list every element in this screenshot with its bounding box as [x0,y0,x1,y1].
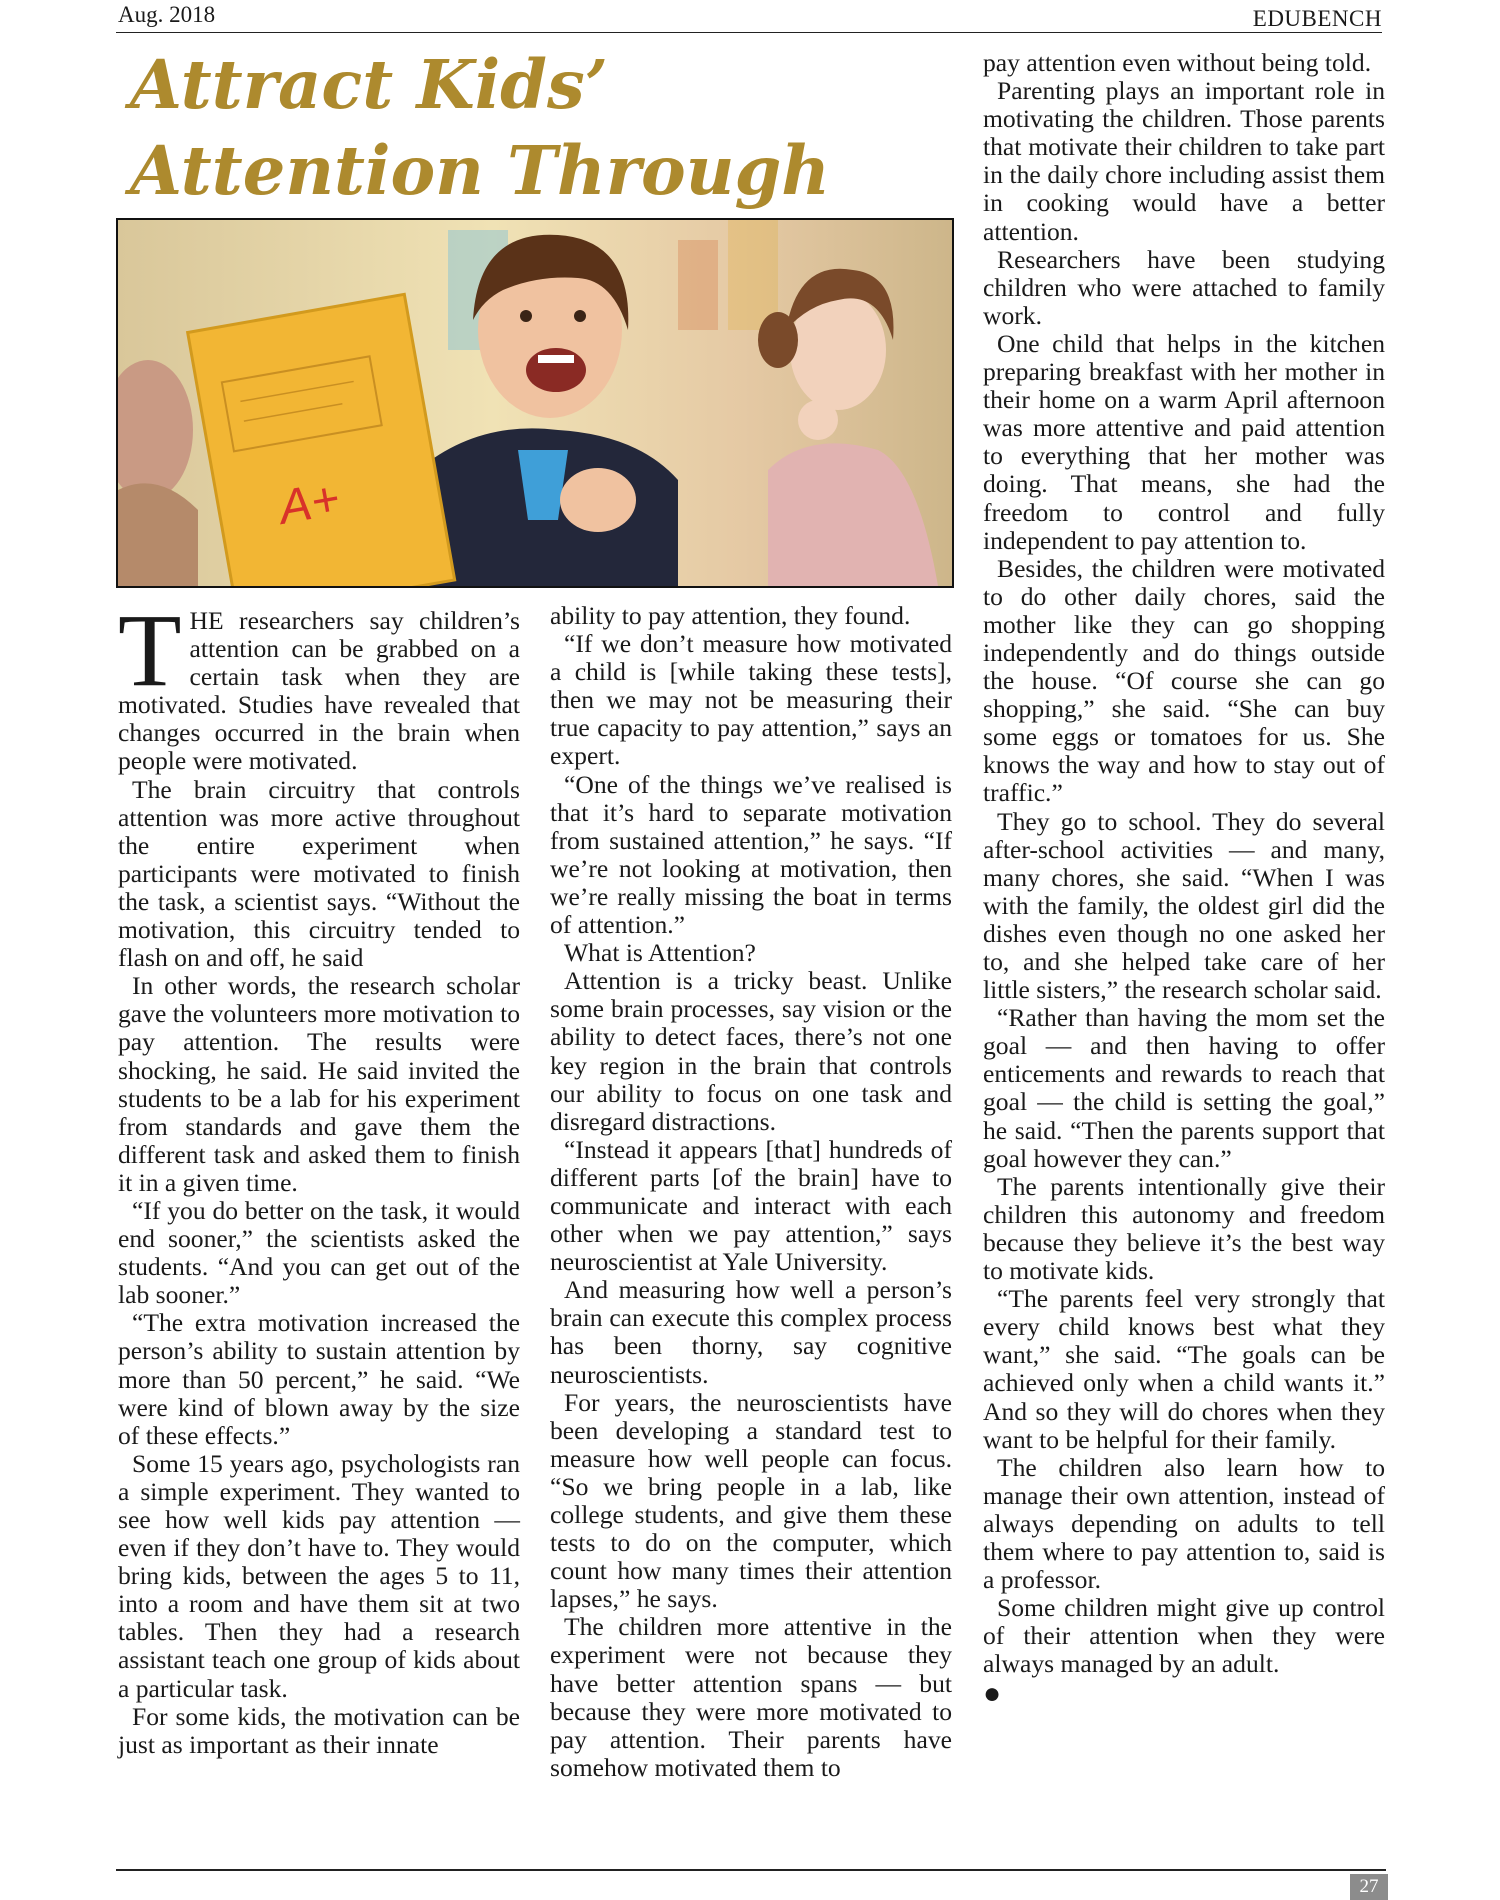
paragraph: The brain circuitry that controls attention was more active throughout the entire experiment when participants were motivated to finish the task, a scientist says. “Without the motivation, this circuitry tended to flash on and off, he said [118,774,520,973]
paragraph: “One of the things we’ve realised is that it’s hard to separate motivation from sustained attention,” he says. “If we’re not looking at motivation, then we’re really missing the boat in terms of attention.” [550,769,952,940]
paragraph: Attention is a tricky beast. Unlike some brain processes, say vision or the ability to detect faces, there’s not one key region in the brain that controls our ability to focus on one task and disregard distractions. [550,966,952,1136]
paragraph: One child that helps in the kitchen preparing breakfast with her mother in their home on a warm April afternoon was more attentive and paid attention to everything that her mother was doing. That means, she had the freedom to control and fully independent to pay attention to. [983,328,1385,555]
paragraph: THE researchers say children’s attention can be grabbed on a certain task when they are motivated. Studies have revealed that changes occurred in the brain when people were motivated. [118,593,520,776]
paragraph: “The parents feel very strongly that every child knows best what they want,” she said. “The goals can be achieved only when a child wants it.” And so they will do chores when they want to be helpful for their family. [983,1284,1385,1454]
paragraph: pay attention even without being told. [983,48,1372,77]
paragraph: And measuring how well a person’s brain can execute this complex process has been thorny, say cognitive neuroscientists. [550,1275,952,1389]
header-rule [116,32,1382,33]
paragraph: “Instead it appears [that] hundreds of different parts [of the brain] have to communicate and interact with each other when we pay attention,” says neuroscientist at Yale University. [550,1134,952,1277]
paragraph: For some kids, the motivation can be just as important as their innate [118,1701,520,1759]
paragraph: They go to school. They do several after-school activities — and many, many chores, she said. “When I was with the family, the oldest girl did the dishes even though no one asked her to, and she helped take care of her little sisters,” the research scholar said. [983,806,1385,1005]
article-column-2 [550,602,952,1782]
paragraph: The children also learn how to manage their own attention, instead of always depending on adults to tell them where to pay attention to, said is a professor. [983,1452,1385,1595]
grade-mark: A+ [275,472,344,535]
article-column-1 [118,593,520,1759]
paragraph: ability to pay attention, they found. [550,601,911,630]
paragraph: Some 15 years ago, psychologists ran a simple experiment. They wanted to see how well kids pay attention — even if they don’t have to. They would bring kids, between the ages 5 to 11, into a room and have them sit at two tables. Then they had a research assistant teach one group of kids about a particular task. [118,1448,520,1703]
article-column-3 [983,48,1385,1711]
page-number: 27 [1350,1874,1388,1900]
paragraph: “If you do better on the task, it would end sooner,” the scientists asked the students. “And you can get out of the lab sooner.” [118,1195,520,1310]
paragraph: For years, the neuroscientists have been developing a standard test to measure how well people can focus. “So we bring people in a lab, like college students, and give them these tests to do on the computer, which count how many times their attention lapses,” he says. [550,1387,952,1614]
paragraph: The parents intentionally give their children this autonomy and freedom because they believe it’s the best way to motivate kids. [983,1171,1385,1286]
paragraph: Parenting plays an important role in motivating the children. Those parents that motivate their children to take part in the daily chore including assist them in cooking would have a better attention. [983,76,1385,246]
footer-rule [116,1869,1386,1871]
photo-illustration [118,220,952,586]
paragraph: Researchers have been studying children who were attached to family work. [983,244,1385,330]
paragraph: “The extra motivation increased the person’s ability to sustain attention by more than 50 percent,” he said. “We were kind of blown away by the size of these effects.” [118,1308,520,1450]
section-subheading: What is Attention? [564,938,756,968]
paragraph: In other words, the research scholar gave the volunteers more motivation to pay attention. The results were shocking, he said. He said invited the students to be a lab for his experiment from standards and gave them the different task and asked them to finish it in a given time. [118,971,520,1197]
article-photo [116,218,954,588]
publication-name: EDUBENCH [1252,6,1382,31]
paragraph: “Rather than having the mom set the goal — and then having to offer enticements and rewards to reach that goal — the child is setting the goal,” he said. “Then the parents support that goal however they can.” [983,1003,1385,1173]
article-title: Attract Kids’ Attention Through [130,45,830,210]
paragraph: “If we don’t measure how motivated a child is [while taking these tests], then we may not be measuring their true capacity to pay attention,” says an expert. [550,629,952,771]
paragraph: Besides, the children were motivated to do other daily chores, said the mother like they can go shopping independently and do things outside the house. “Of course she can go shopping,” she said. “She can buy some eggs or tomatoes for us. She knows the way and how to stay out of traffic.” [983,553,1385,808]
drop-cap: T [118,593,182,708]
end-of-article-mark: ● [983,1677,1002,1711]
paragraph: The children more attentive in the experiment were not because they have better attention spans — but because they were more motivated to pay attention. Their parents have somehow motivated them to [550,1612,952,1782]
paragraph: Some children might give up control of their attention when they were always managed by an adult. [983,1593,1385,1679]
issue-date: Aug. 2018 [118,2,216,27]
